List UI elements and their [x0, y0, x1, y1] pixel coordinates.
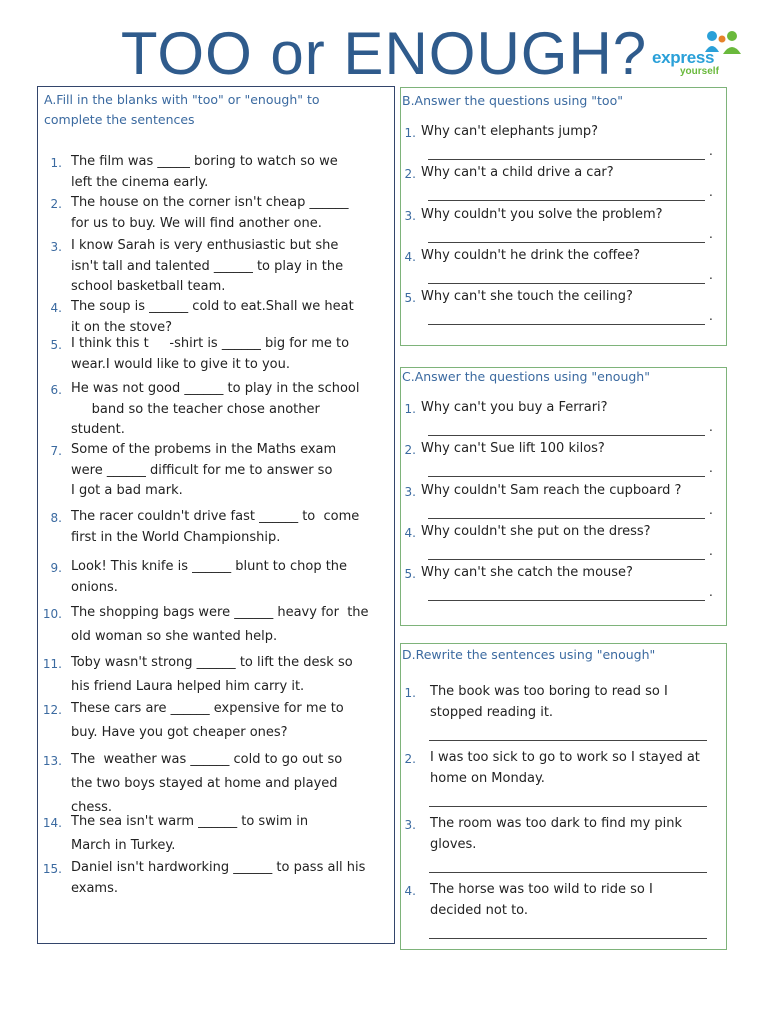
sentence-line: onions.	[71, 579, 118, 595]
question-text: Why can't she catch the mouse?	[421, 565, 633, 581]
section-a-heading-line1: A.Fill in the blanks with "too" or "enough" to	[44, 92, 320, 107]
sentence-line: Some of the probems in the Maths exam	[71, 442, 337, 457]
sentence-line: for us to buy. We will find another one.	[71, 215, 322, 231]
sentence-line: The soup is ______ cold to eat.Shall we heat	[71, 299, 354, 314]
sentence-line: wear.I would like to give it to you.	[71, 356, 291, 372]
item-number: 6.	[50, 383, 62, 397]
answer-period: .	[709, 543, 713, 558]
item-number: 3.	[404, 818, 416, 832]
sentence-line: first in the World Championship.	[71, 529, 281, 545]
rewrite-sentence-line: The room was too dark to find my pink	[430, 816, 683, 831]
sentence-line: I know Sarah is very enthusiastic but she	[71, 238, 339, 253]
question-text: Why can't she touch the ceiling?	[421, 289, 633, 305]
question-text: Why couldn't he drink the coffee?	[421, 247, 641, 263]
rewrite-sentence-line: home on Monday.	[430, 770, 545, 786]
logo-word-express: express	[652, 48, 715, 67]
item-number: 2.	[50, 197, 62, 211]
item-number: 8.	[50, 511, 62, 525]
sentence-line: Daniel isn't hardworking ______ to pass all his	[71, 860, 366, 875]
answer-line[interactable]	[428, 435, 705, 436]
section-c-heading: C.Answer the questions using "enough"	[402, 369, 650, 384]
item-number: 7.	[50, 444, 62, 458]
item-number: 3.	[404, 208, 416, 223]
sentence-line: I got a bad mark.	[71, 483, 183, 498]
answer-period: .	[709, 267, 713, 282]
item-number: 3.	[50, 240, 62, 254]
sentence-line: The racer couldn't drive fast ______ to come	[71, 509, 360, 524]
item-number: 5.	[404, 291, 416, 306]
sentence-line: it on the stove?	[71, 319, 173, 335]
sentence-line: isn't tall and talented ______ to play in the	[71, 258, 344, 274]
answer-line[interactable]	[428, 559, 705, 560]
question-text: Why couldn't you solve the problem?	[421, 206, 663, 222]
item-number: 5.	[50, 338, 62, 352]
item-number: 4.	[50, 301, 62, 315]
item-number: 2.	[404, 443, 416, 458]
item-number: 2.	[404, 167, 416, 182]
question-text: Why couldn't Sam reach the cupboard ?	[421, 482, 682, 498]
sentence-line: Toby wasn't strong ______ to lift the desk so	[71, 655, 353, 670]
answer-period: .	[709, 461, 713, 476]
answer-line[interactable]	[428, 200, 705, 201]
question-text: Why can't Sue lift 100 kilos?	[421, 441, 605, 457]
item-number: 1.	[404, 686, 416, 700]
sentence-line: exams.	[71, 880, 118, 896]
item-number: 1.	[404, 402, 416, 416]
answer-line[interactable]	[428, 283, 705, 284]
sentence-line: chess.	[71, 800, 113, 815]
sentence-line: his friend Laura helped him carry it.	[71, 679, 305, 694]
answer-line[interactable]	[429, 806, 707, 807]
rewrite-sentence-line: I was too sick to go to work so I stayed at	[430, 750, 700, 765]
sentence-line: buy. Have you got cheaper ones?	[71, 725, 288, 740]
rewrite-sentence-line: decided not to.	[430, 902, 529, 918]
rewrite-sentence-line: stopped reading it.	[430, 704, 554, 720]
sentence-line: I think this t -shirt is ______ big for me to	[71, 336, 350, 351]
sentence-line: were ______ difficult for me to answer so	[71, 462, 333, 478]
sentence-line: band so the teacher chose another	[71, 401, 320, 417]
item-number: 10.	[42, 607, 62, 621]
item-number: 4.	[404, 249, 416, 264]
answer-line[interactable]	[429, 938, 707, 939]
rewrite-sentence-line: The book was too boring to read so I	[430, 684, 668, 699]
sentence-line: The weather was ______ cold to go out so	[71, 752, 343, 767]
answer-line[interactable]	[428, 476, 705, 477]
item-number: 11.	[42, 657, 62, 671]
sentence-line: March in Turkey.	[71, 838, 176, 853]
logo-word-yourself: yourself	[680, 66, 719, 77]
answer-period: .	[709, 185, 713, 200]
sentence-line: left the cinema early.	[71, 174, 209, 190]
sentence-line: student.	[71, 422, 125, 437]
answer-line[interactable]	[428, 324, 705, 325]
answer-period: .	[709, 420, 713, 434]
express-yourself-logo	[650, 30, 748, 76]
sentence-line: the two boys stayed at home and played	[71, 776, 338, 791]
item-number: 1.	[404, 126, 416, 140]
answer-period: .	[709, 502, 713, 517]
item-number: 4.	[404, 884, 416, 898]
item-number: 12.	[42, 703, 62, 717]
section-b-heading: B.Answer the questions using "too"	[402, 93, 623, 108]
answer-period: .	[709, 144, 713, 158]
sentence-line: He was not good ______ to play in the school	[71, 381, 360, 396]
item-number: 14.	[42, 816, 62, 830]
item-number: 13.	[42, 754, 62, 768]
item-number: 1.	[50, 156, 62, 170]
sentence-line: Look! This knife is ______ blunt to chop the	[71, 559, 348, 574]
section-a-heading-line2: complete the sentences	[44, 112, 195, 127]
answer-line[interactable]	[428, 159, 705, 160]
answer-period: .	[709, 309, 713, 324]
sentence-line: The shopping bags were ______ heavy for the	[71, 605, 369, 620]
sentence-line: school basketball team.	[71, 279, 226, 294]
item-number: 15.	[42, 862, 62, 876]
sentence-line: The house on the corner isn't cheap ______	[71, 195, 349, 210]
question-text: Why can't a child drive a car?	[421, 165, 614, 181]
section-d-heading: D.Rewrite the sentences using "enough"	[402, 647, 656, 662]
sentence-line: The sea isn't warm ______ to swim in	[71, 814, 309, 829]
item-number: 3.	[404, 484, 416, 499]
answer-line[interactable]	[429, 740, 707, 741]
answer-period: .	[709, 226, 713, 241]
rewrite-sentence-line: The horse was too wild to ride so I	[430, 882, 653, 897]
item-number: 2.	[404, 752, 416, 766]
item-number: 9.	[50, 561, 62, 575]
question-text: Why couldn't she put on the dress?	[421, 523, 651, 539]
sentence-line: These cars are ______ expensive for me to	[71, 701, 344, 716]
question-text: Why can't elephants jump?	[421, 124, 599, 139]
worksheet-title: TOO or ENOUGH?	[120, 20, 648, 87]
sentence-line: The film was _____ boring to watch so we	[71, 154, 338, 169]
item-number: 4.	[404, 525, 416, 540]
answer-period: .	[709, 585, 713, 600]
question-text: Why can't you buy a Ferrari?	[421, 400, 608, 415]
answer-line[interactable]	[429, 872, 707, 873]
sentence-line: old woman so she wanted help.	[71, 629, 278, 644]
rewrite-sentence-line: gloves.	[430, 836, 477, 852]
answer-line[interactable]	[428, 600, 705, 601]
answer-line[interactable]	[428, 518, 705, 519]
answer-line[interactable]	[428, 242, 705, 243]
item-number: 5.	[404, 567, 416, 582]
